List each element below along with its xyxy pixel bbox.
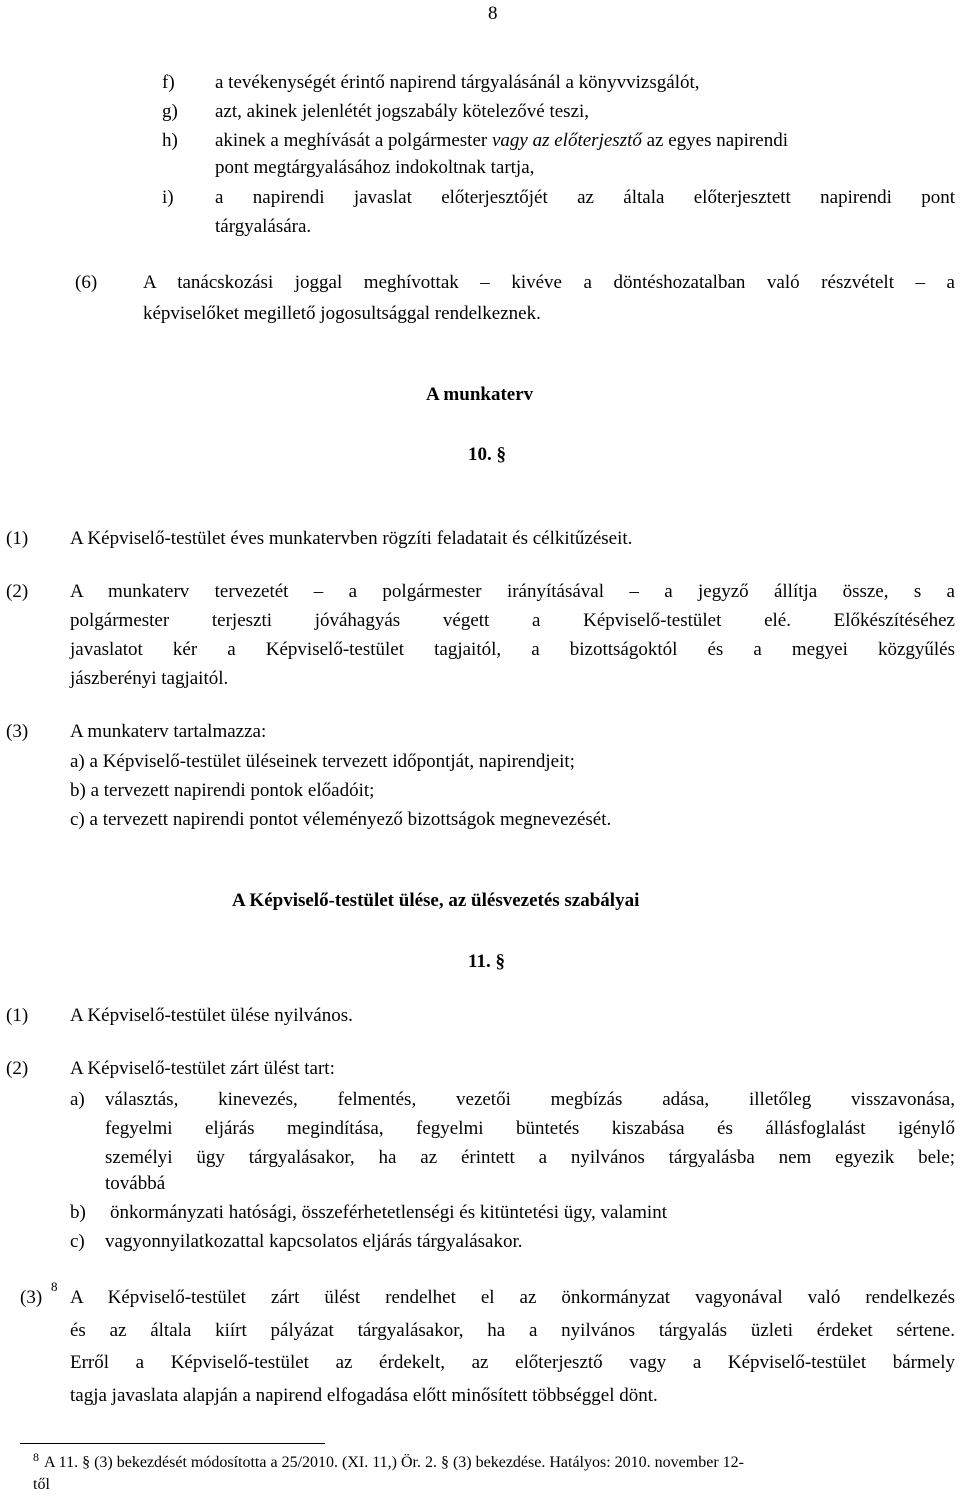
footnote-mark: 8	[33, 1450, 39, 1464]
section-heading-ules: A Képviselő-testület ülése, az ülésvezetés szabályai	[232, 890, 640, 911]
para-label-11-1: (1)	[6, 1005, 29, 1026]
para-10-2-line4: jászberényi tagjaitól.	[70, 668, 229, 689]
para-10-1: A Képviselő-testület éves munkatervben rögzíti feladatait és célkitűzéseit.	[70, 528, 633, 549]
footnote-line1: A 11. § (3) bekezdését módosította a 25/2010. (XI. 11,) Ör. 2. § (3) bekezdése. Hatályos: 2010. november 12-	[44, 1454, 744, 1471]
list-item-11-2-a-line3: személyi ügy tárgyalásakor, ha az érintett a nyilvános tárgyalásba nem egyezik bele;	[105, 1147, 955, 1168]
list-label-h: h)	[162, 130, 178, 151]
para-11-2: A Képviselő-testület zárt ülést tart:	[70, 1058, 335, 1079]
para-10-2-line1: A munkaterv tervezetét – a polgármester irányításával – a jegyző állítja össze, s a	[70, 581, 955, 602]
list-label-i: i)	[162, 187, 174, 208]
section-number-10: 10. §	[468, 444, 506, 465]
para-11-3-line4: tagja javaslata alapján a napirend elfogadása előtt minősített többséggel dönt.	[70, 1385, 658, 1406]
footnote-line2: től	[33, 1476, 50, 1493]
para-10-2-line2: polgármester terjeszti jóváhagyás végett a Képviselő-testület elé. Előkészítéséhez	[70, 610, 955, 631]
para-11-1: A Képviselő-testület ülése nyilvános.	[70, 1005, 353, 1026]
list-item-h-cont: pont megtárgyalásához indokoltnak tartja,	[215, 157, 535, 178]
para-label-11-2: (2)	[6, 1058, 29, 1079]
page-number: 8	[488, 3, 498, 24]
list-item-h: akinek a meghívását a polgármester vagy az előterjesztő az egyes napirendi	[215, 130, 788, 151]
list-label-g: g)	[162, 101, 178, 122]
footnote-separator	[20, 1443, 325, 1444]
list-label-11-2-b: b)	[70, 1202, 86, 1223]
list-item-11-2-a-line1: választás, kinevezés, felmentés, vezetői megbízás adása, illetőleg visszavonása,	[105, 1089, 955, 1110]
list-item-11-2-a-line4: továbbá	[105, 1173, 166, 1194]
section-heading-munkaterv: A munkaterv	[426, 384, 534, 405]
para-6-line2: képviselőket megillető jogosultsággal rendelkeznek.	[143, 303, 541, 324]
para-label-10-1: (1)	[6, 528, 29, 549]
list-item-11-2-a-line2: fegyelmi eljárás megindítása, fegyelmi büntetés kiszabása és állásfoglalást igénylő	[105, 1118, 955, 1139]
para-10-2-line3: javaslatot kér a Képviselő-testület tagjaitól, a bizottságoktól és a megyei közgyűlés	[70, 639, 955, 660]
list-item-g: azt, akinek jelenlétét jogszabály kötelezővé teszi,	[215, 101, 590, 122]
para-label-10-2: (2)	[6, 581, 29, 602]
list-item-11-2-b: önkormányzati hatósági, összeférhetetlenségi és kitüntetési ügy, valamint	[110, 1202, 667, 1223]
list-item-10-3-a: a) a Képviselő-testület üléseinek tervezett időpontját, napirendjeit;	[70, 751, 575, 772]
para-11-3-line3: Erről a Képviselő-testület az érdekelt, az előterjesztő vagy a Képviselő-testület bármely	[70, 1352, 955, 1373]
para-label-10-3: (3)	[6, 721, 29, 742]
para-6-line1: A tanácskozási joggal meghívottak – kivéve a döntéshozatalban való részvételt – a	[143, 272, 955, 293]
list-item-10-3-b: b) a tervezett napirendi pontok előadóit;	[70, 780, 375, 801]
list-item-f: a tevékenységét érintő napirend tárgyalásánál a könyvvizsgálót,	[215, 72, 700, 93]
list-item-i: a napirendi javaslat előterjesztőjét az általa előterjesztett napirendi pont	[215, 187, 955, 208]
section-number-11: 11. §	[468, 951, 505, 972]
italic-phrase: vagy az előterjesztő	[491, 130, 642, 151]
list-item-i-cont: tárgyalására.	[215, 216, 312, 237]
list-label-11-2-c: c)	[70, 1231, 85, 1252]
list-item-11-2-c: vagyonnyilatkozattal kapcsolatos eljárás tárgyalásakor.	[105, 1231, 523, 1252]
para-10-3: A munkaterv tartalmazza:	[70, 721, 267, 742]
footnote-reference[interactable]: 8	[51, 1279, 58, 1294]
para-label-6: (6)	[75, 272, 98, 293]
para-11-3-line2: és az általa kiírt pályázat tárgyalásakor, ha a nyilvános tárgyalás üzleti érdeket sértene.	[70, 1320, 955, 1341]
list-label-f: f)	[162, 72, 175, 93]
para-11-3-line1: A Képviselő-testület zárt ülést rendelhet el az önkormányzat vagyonával való rendelkezés	[70, 1287, 955, 1308]
para-label-11-3: (3)	[20, 1287, 43, 1308]
list-label-11-2-a: a)	[70, 1089, 85, 1110]
list-item-10-3-c: c) a tervezett napirendi pontot véleményező bizottságok megnevezését.	[70, 809, 612, 830]
